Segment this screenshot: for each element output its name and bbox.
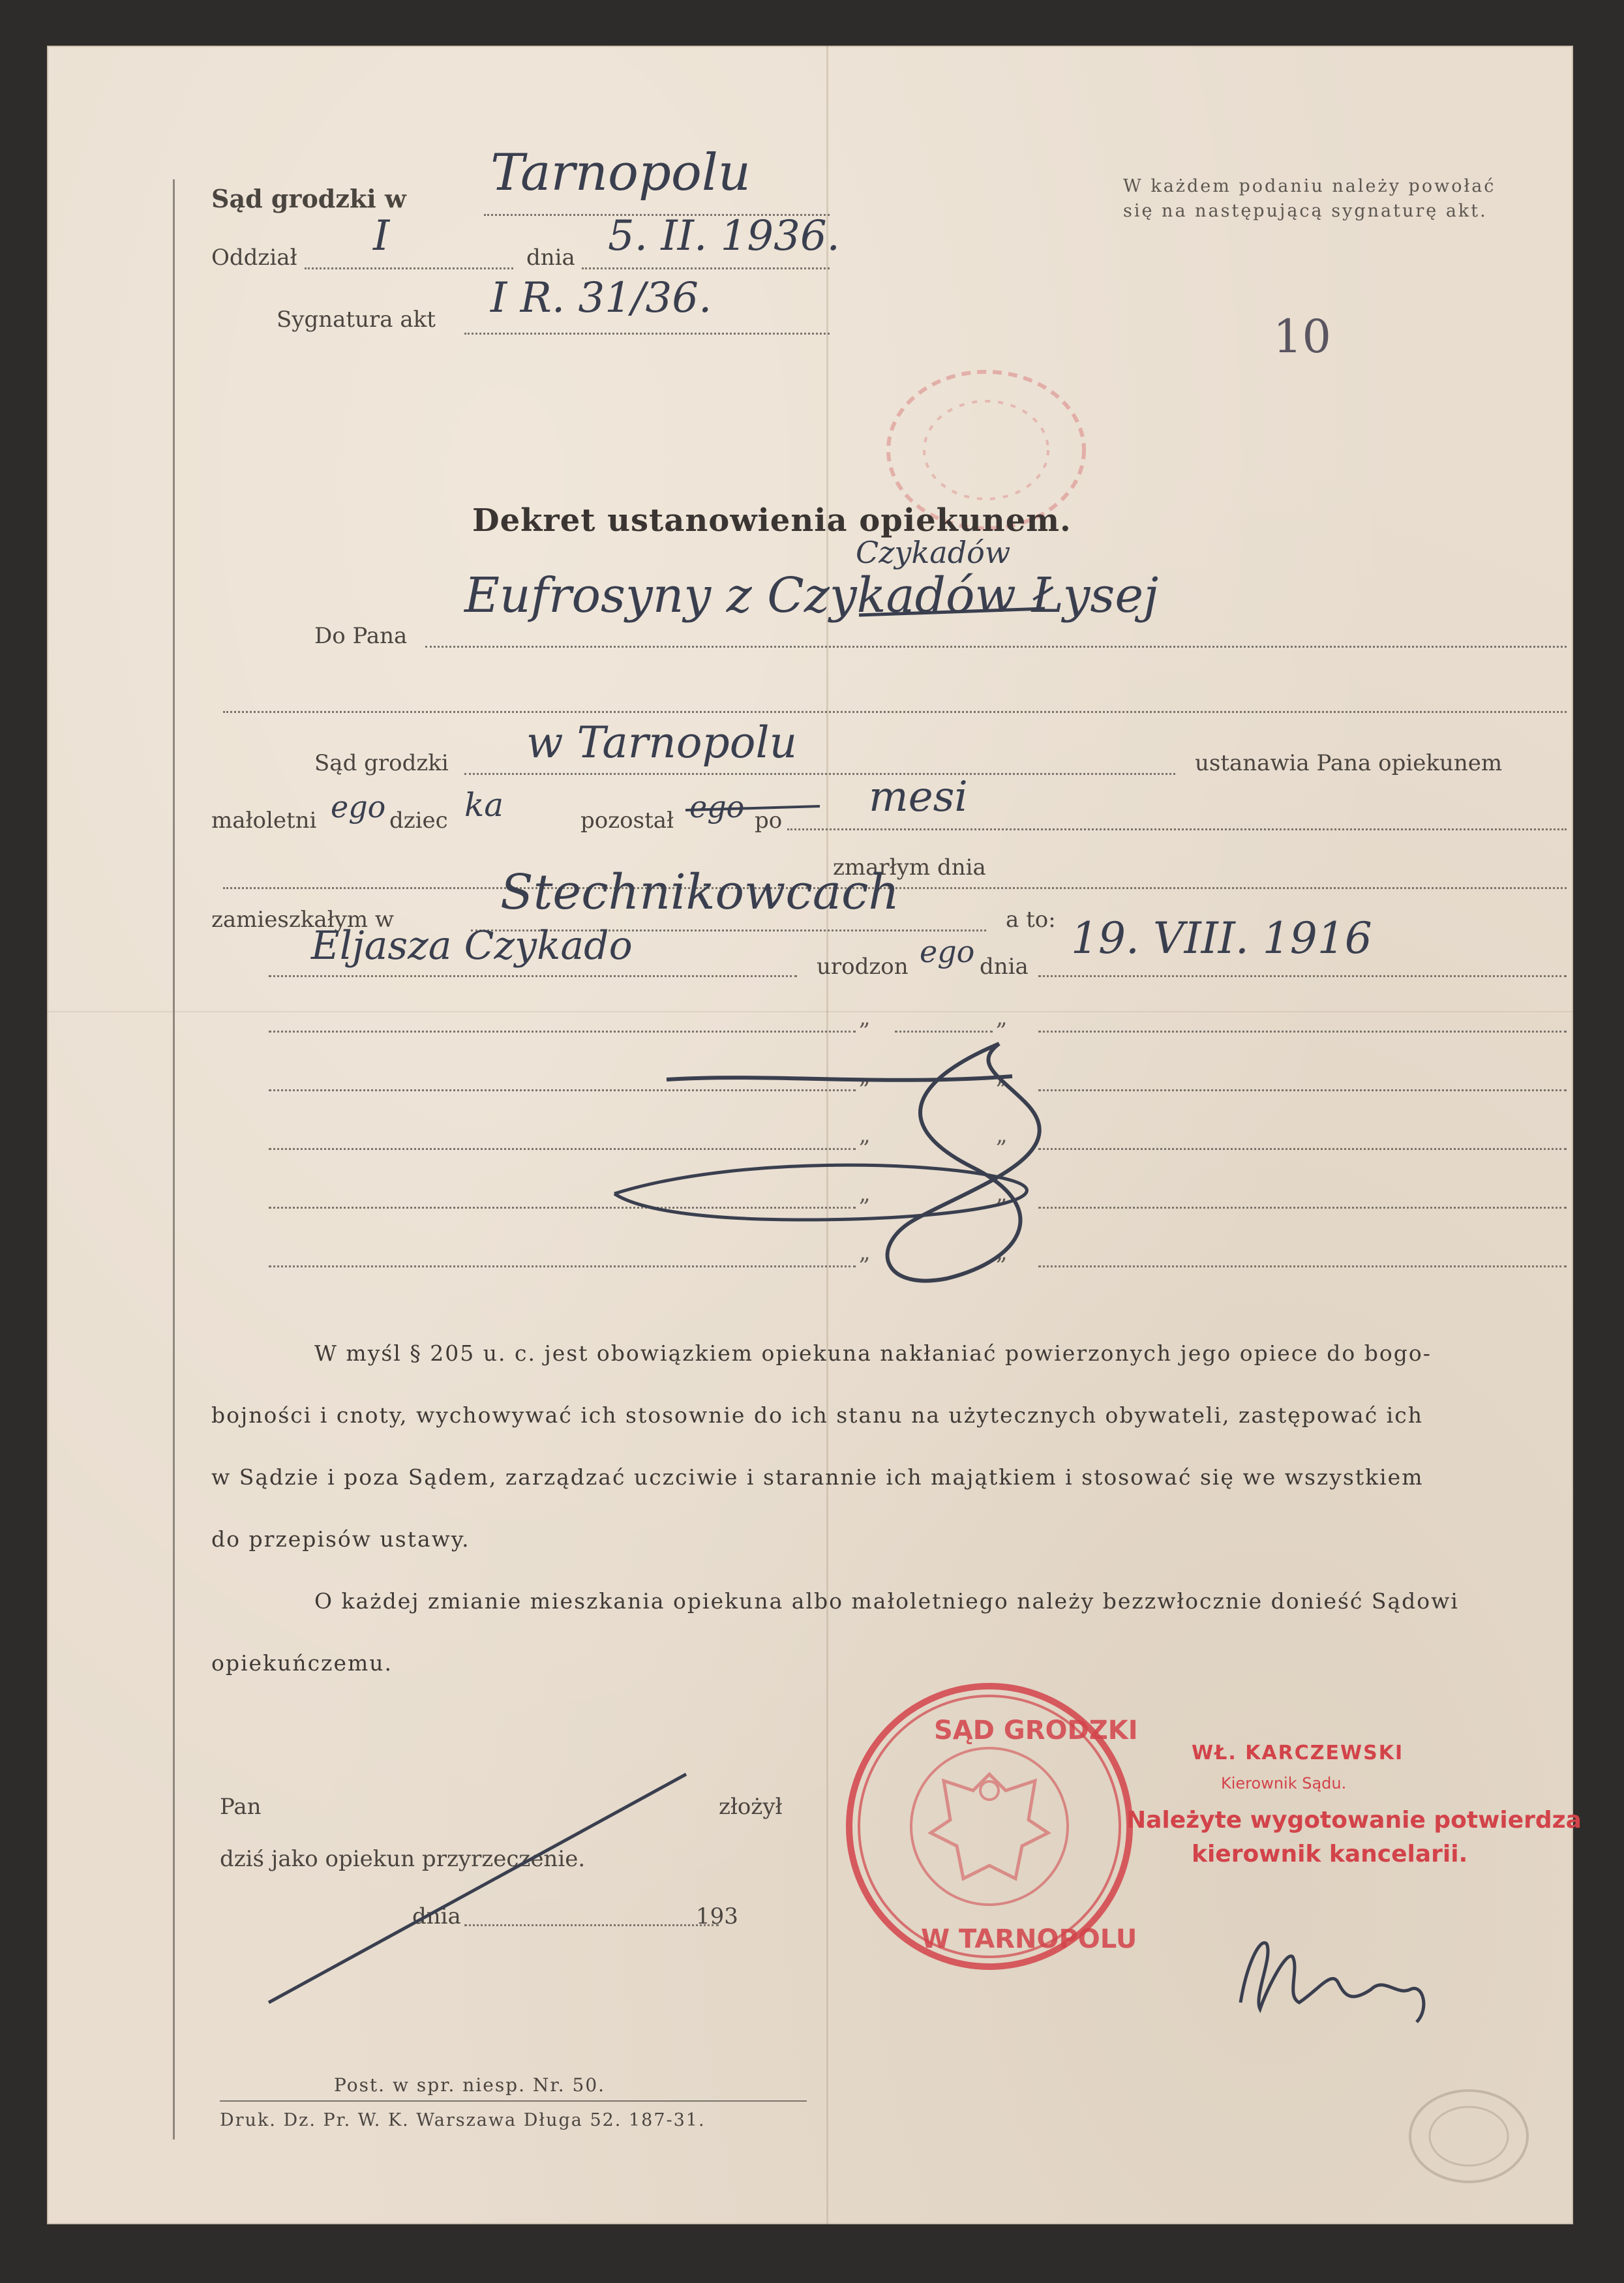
- ward-name-handwritten: Eljasza Czykado: [311, 923, 633, 969]
- recipient-line: [425, 646, 1567, 648]
- cancellation-flourish: [608, 1024, 1195, 1298]
- seal-text-bottom: W TARNOPOLU: [921, 1924, 1137, 1954]
- minor-label: małoletni: [211, 808, 317, 834]
- pledge-line-2: dziś jako opiekun przyrzeczenie.: [220, 1846, 586, 1872]
- recipient-correction-handwritten: Czykadów: [856, 535, 1011, 570]
- recipient-name-handwritten: Eufrosyny z Czykadów Łysej: [464, 567, 1159, 624]
- left-margin-rule: [173, 179, 175, 2139]
- born-suffix-handwritten: ego: [920, 934, 975, 969]
- resident-place-handwritten: Stechnikowcach: [500, 864, 900, 920]
- ditto-3a: „: [859, 1122, 871, 1148]
- signature-line: [464, 333, 830, 335]
- date-line: [582, 267, 830, 269]
- appointing-court-line: [464, 773, 1175, 775]
- ditto-1a: „: [859, 1005, 871, 1031]
- pledge-date-label: dnia: [412, 1903, 461, 1929]
- pledge-submitted-label: złożył: [719, 1794, 783, 1820]
- notice-line-1: W każdem podaniu należy powołać: [1123, 176, 1496, 196]
- after-label: po: [755, 808, 783, 834]
- ditto-4a: „: [859, 1181, 871, 1207]
- ditto-1b: „: [996, 1005, 1008, 1031]
- pledge-strike-line: [262, 1768, 693, 2016]
- official-stamp-line-2: kierownik kancelarii.: [1192, 1841, 1468, 1867]
- official-signature: [1221, 1924, 1456, 2029]
- division-handwritten: I: [373, 212, 390, 260]
- resident-label: zamieszkałym w: [211, 907, 395, 933]
- struck-name-line: [856, 603, 1051, 623]
- date-handwritten: 5. II. 1936.: [608, 212, 840, 260]
- notice-line-2: się na następującą sygnaturę akt.: [1123, 201, 1488, 221]
- ditto-2b: „: [996, 1063, 1008, 1089]
- ditto-4b: „: [996, 1181, 1008, 1207]
- eagle-emblem-icon: [931, 1774, 1048, 1879]
- page-number-handwritten: 10: [1273, 310, 1332, 363]
- signature-label: Sygnatura akt: [277, 307, 436, 333]
- footer-rule: [220, 2100, 807, 2102]
- appointing-court-handwritten: w Tarnopolu: [526, 718, 798, 768]
- paragraph-line-6: opiekuńczemu.: [211, 1650, 393, 1676]
- appointing-court-label: Sąd grodzki: [314, 750, 449, 776]
- remaining-label: pozostał: [580, 808, 674, 834]
- paragraph-line-1: W myśl § 205 u. c. jest obowiązkiem opiekuna nakłaniać powierzonych jego opiece do bogo-: [314, 1340, 1432, 1366]
- born-date-handwritten: 19. VIII. 1916: [1071, 913, 1372, 963]
- child-suffix-handwritten: ka: [464, 786, 504, 824]
- born-date-line: [1038, 975, 1567, 977]
- division-line: [305, 267, 513, 269]
- born-label: urodzon: [817, 954, 909, 980]
- recipient-label: Do Pana: [314, 623, 408, 649]
- blank-line-1: [223, 711, 1567, 713]
- horizontal-fold-crease: [47, 1011, 1573, 1012]
- division-label: Oddział: [211, 245, 297, 271]
- official-role: Kierownik Sądu.: [1221, 1774, 1347, 1792]
- official-name: WŁ. KARCZEWSKI: [1192, 1742, 1404, 1764]
- document-title: Dekret ustanowienia opiekunem.: [472, 502, 1072, 539]
- court-label: Sąd grodzki w: [211, 184, 406, 213]
- ditto-3b: „: [996, 1122, 1008, 1148]
- born-date-label: dnia: [980, 954, 1029, 980]
- paragraph-line-5: O każdej zmianie mieszkania opiekuna albo małoletniego należy bezzwłocznie donieść Sądowi: [314, 1588, 1459, 1614]
- ditto-2a: „: [859, 1063, 871, 1089]
- signature-handwritten: I R. 31/36.: [490, 274, 712, 322]
- ditto-5a: „: [859, 1239, 871, 1265]
- seal-text-top: SĄD GRODZKI: [934, 1716, 1138, 1746]
- deceased-date-label: zmarłym dnia: [833, 854, 986, 881]
- footer-line-1: Post. w spr. niesp. Nr. 50.: [334, 2074, 606, 2096]
- pledge-pan-label: Pan: [220, 1794, 262, 1820]
- official-stamp-line-1: Należyte wygotowanie potwierdza: [1126, 1807, 1582, 1834]
- paragraph-line-4: do przepisów ustawy.: [211, 1526, 470, 1552]
- ditto-5b: „: [996, 1239, 1008, 1265]
- court-place-handwritten: Tarnopolu: [490, 144, 751, 202]
- ward-name-line: [269, 975, 797, 977]
- appoints-guardian-label: ustanawia Pana opiekunem: [1195, 750, 1503, 776]
- paragraph-line-3: w Sądzie i poza Sądem, zarządzać uczciwie i starannie ich majątkiem i stosować się we wszystkiem: [211, 1464, 1424, 1490]
- date-label: dnia: [526, 245, 575, 271]
- archive-blind-stamp: [1404, 2081, 1534, 2192]
- after-line: [787, 828, 1567, 830]
- pledge-year-label: 193: [696, 1903, 738, 1929]
- and-label: a to:: [1006, 907, 1056, 933]
- paragraph-line-2: bojności i cnoty, wychowywać ich stosownie do ich stanu na użytecznych obywateli, zastępować ich: [211, 1402, 1423, 1428]
- document-sheet: [47, 46, 1582, 2224]
- minor-suffix-handwritten: ego: [331, 789, 386, 824]
- child-label: dziec: [389, 808, 448, 834]
- after-handwritten: mesi: [869, 773, 968, 821]
- remaining-suffix-handwritten: ego: [689, 789, 745, 824]
- footer-line-2: Druk. Dz. Pr. W. K. Warszawa Długa 52. 187-31.: [220, 2110, 706, 2130]
